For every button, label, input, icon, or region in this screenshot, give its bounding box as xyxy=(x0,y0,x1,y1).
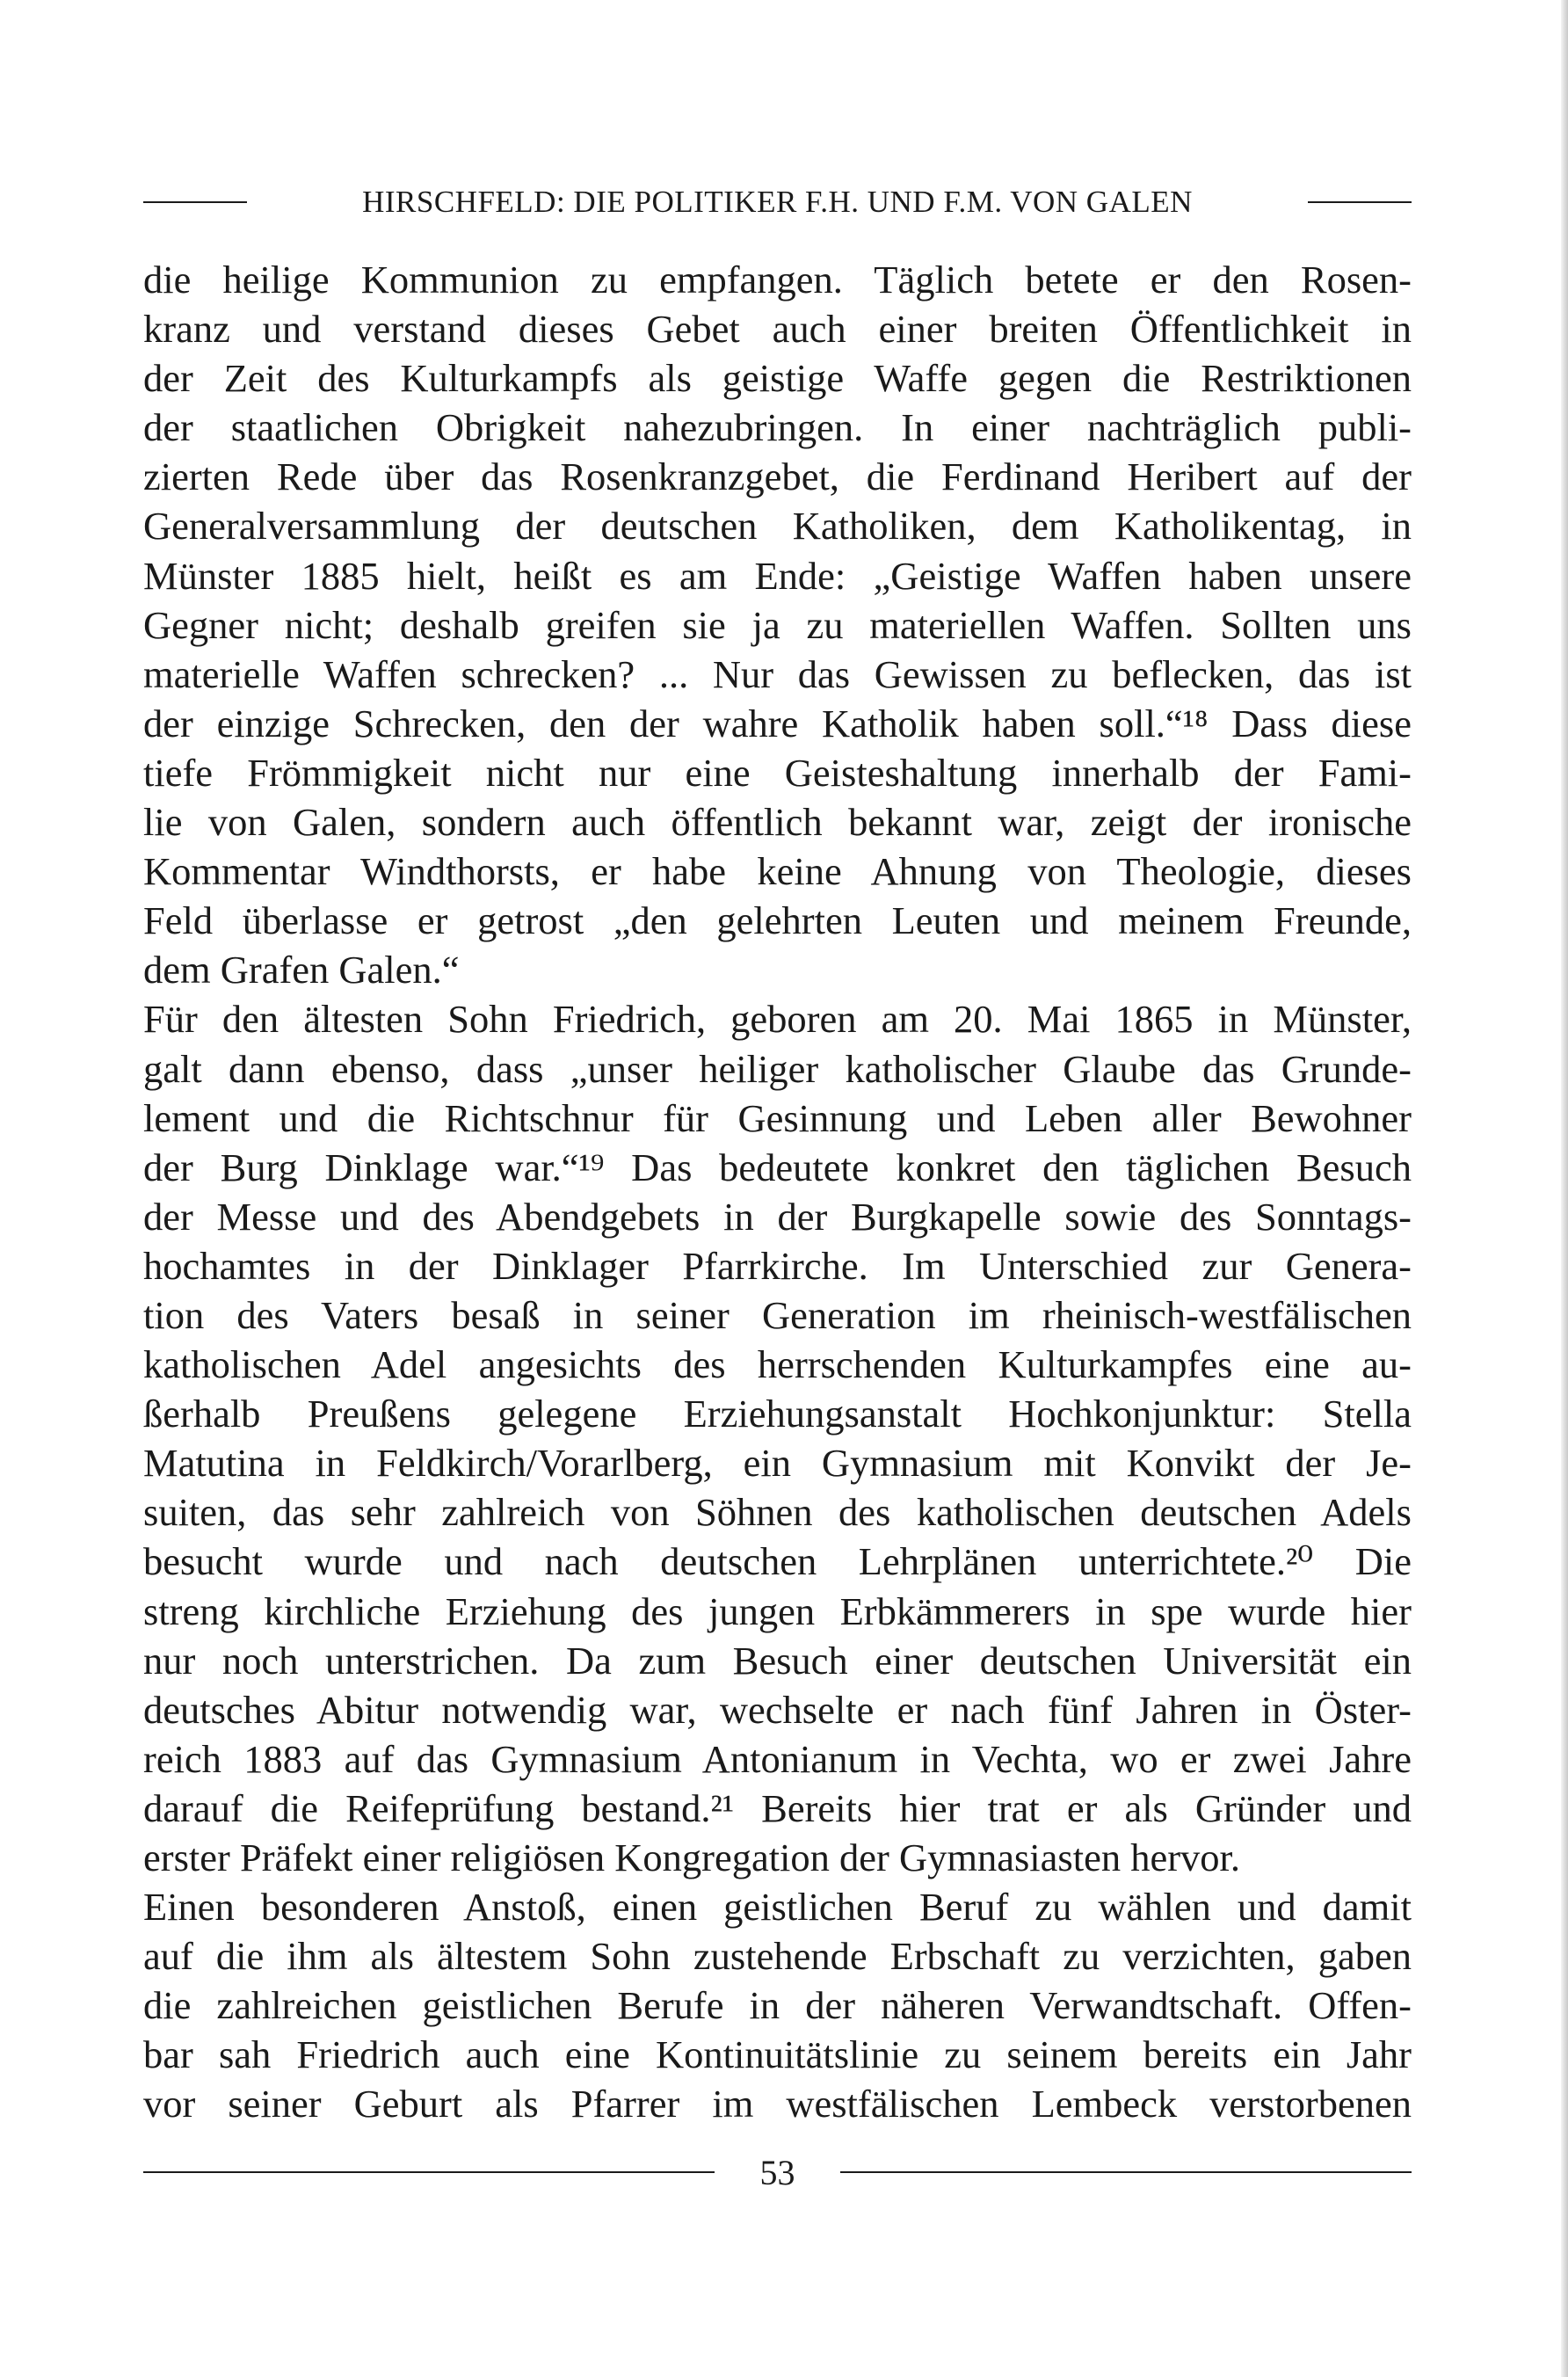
text-line: die heilige Kommunion zu empfangen. Täglich betete er den Rosen- xyxy=(143,258,1412,302)
text-line: kranz und verstand dieses Gebet auch einer breiten Öffentlichkeit in xyxy=(143,307,1412,352)
page-edge-shadow xyxy=(1561,0,1568,2377)
text-line: bar sah Friedrich auch eine Kontinuitätslinie zu seinem bereits ein Jahr xyxy=(143,2032,1412,2077)
page-number: 53 xyxy=(759,2152,795,2192)
text-line: ßerhalb Preußens gelegene Erziehungsanstalt Hochkonjunktur: Stella xyxy=(143,1392,1412,1436)
text-line: Münster 1885 hielt, heißt es am Ende: „Geistige Waffen haben unsere xyxy=(143,553,1412,598)
text-line: besucht wurde und nach deutschen Lehrplänen unterrichtete.²⁰ Die xyxy=(143,1539,1412,1584)
text-line: Matutina in Feldkirch/Vorarlberg, ein Gymnasium mit Konvikt der Je- xyxy=(143,1441,1412,1486)
footer-rule-right xyxy=(840,2171,1412,2173)
text-line: streng kirchliche Erziehung des jungen Erbkämmerers in spe wurde hier xyxy=(143,1588,1412,1633)
text-line: hochamtes in der Dinklager Pfarrkirche. Im Unterschied zur Genera- xyxy=(143,1243,1412,1288)
text-line: auf die ihm als ältestem Sohn zustehende Erbschaft zu verzichten, gaben xyxy=(143,1934,1412,1979)
text-line: der Zeit des Kulturkampfs als geistige Waffe gegen die Restriktionen xyxy=(143,356,1412,401)
text-line: der staatlichen Obrigkeit nahezubringen. In einer nachträglich publi- xyxy=(143,405,1412,450)
running-title: HIRSCHFELD: DIE POLITIKER F.H. UND F.M. VON GALEN xyxy=(362,185,1193,219)
text-line: Für den ältesten Sohn Friedrich, geboren am 20. Mai 1865 in Münster, xyxy=(143,997,1412,1042)
paragraph-end-line: erster Präfekt einer religiösen Kongregation der Gymnasiasten hervor. xyxy=(143,1835,1241,1879)
text-line: Kommentar Windthorsts, er habe keine Ahnung von Theologie, dieses xyxy=(143,849,1412,894)
body-text xyxy=(143,255,1412,2129)
text-line: vor seiner Geburt als Pfarrer im westfälischen Lembeck verstorbenen xyxy=(143,2082,1412,2126)
text-line: der Messe und des Abendgebets in der Burgkapelle sowie des Sonntags- xyxy=(143,1194,1412,1239)
text-line: der einzige Schrecken, den der wahre Katholik haben soll.“¹⁸ Dass diese xyxy=(143,701,1412,745)
page-footer xyxy=(143,2150,1412,2194)
text-line: reich 1883 auf das Gymnasium Antonianum in Vechta, wo er zwei Jahre xyxy=(143,1736,1412,1781)
text-line: deutsches Abitur notwendig war, wechselte er nach fünf Jahren in Öster- xyxy=(143,1687,1412,1732)
text-line: Generalversammlung der deutschen Katholiken, dem Katholikentag, in xyxy=(143,504,1412,549)
text-line: lie von Galen, sondern auch öffentlich bekannt war, zeigt der ironische xyxy=(143,800,1412,845)
header-rule-left xyxy=(143,201,247,203)
text-line: galt dann ebenso, dass „unser heiliger katholischer Glaube das Grunde- xyxy=(143,1046,1412,1091)
text-line: suiten, das sehr zahlreich von Söhnen des katholischen deutschen Adels xyxy=(143,1490,1412,1535)
text-line: nur noch unterstrichen. Da zum Besuch einer deutschen Universität ein xyxy=(143,1638,1412,1683)
text-line: tion des Vaters besaß in seiner Generation im rheinisch-westfälischen xyxy=(143,1292,1412,1337)
text-line: Einen besonderen Anstoß, einen geistlichen Beruf zu wählen und damit xyxy=(143,1885,1412,1930)
text-line: katholischen Adel angesichts des herrschenden Kulturkampfes eine au- xyxy=(143,1342,1412,1387)
text-line: lement und die Richtschnur für Gesinnung und Leben aller Bewohner xyxy=(143,1095,1412,1140)
header-rule-right xyxy=(1308,201,1412,203)
text-line: Feld überlasse er getrost „den gelehrten Leuten und meinem Freunde, xyxy=(143,898,1412,943)
text-line: zierten Rede über das Rosenkranzgebet, die Ferdinand Heribert auf der xyxy=(143,454,1412,499)
text-line: die zahlreichen geistlichen Berufe in der näheren Verwandtschaft. Offen- xyxy=(143,1983,1412,2028)
text-line: Gegner nicht; deshalb greifen sie ja zu materiellen Waffen. Sollten uns xyxy=(143,602,1412,647)
footer-rule-left xyxy=(143,2171,715,2173)
running-header xyxy=(143,180,1412,224)
text-line: tiefe Frömmigkeit nicht nur eine Geisteshaltung innerhalb der Fami- xyxy=(143,750,1412,795)
text-line: materielle Waffen schrecken? ... Nur das Gewissen zu beflecken, das ist xyxy=(143,651,1412,696)
text-line: der Burg Dinklage war.“¹⁹ Das bedeutete konkret den täglichen Besuch xyxy=(143,1145,1412,1189)
text-line: darauf die Reifeprüfung bestand.²¹ Bereits hier trat er als Gründer und xyxy=(143,1785,1412,1830)
paragraph-end-line: dem Grafen Galen.“ xyxy=(143,948,460,992)
